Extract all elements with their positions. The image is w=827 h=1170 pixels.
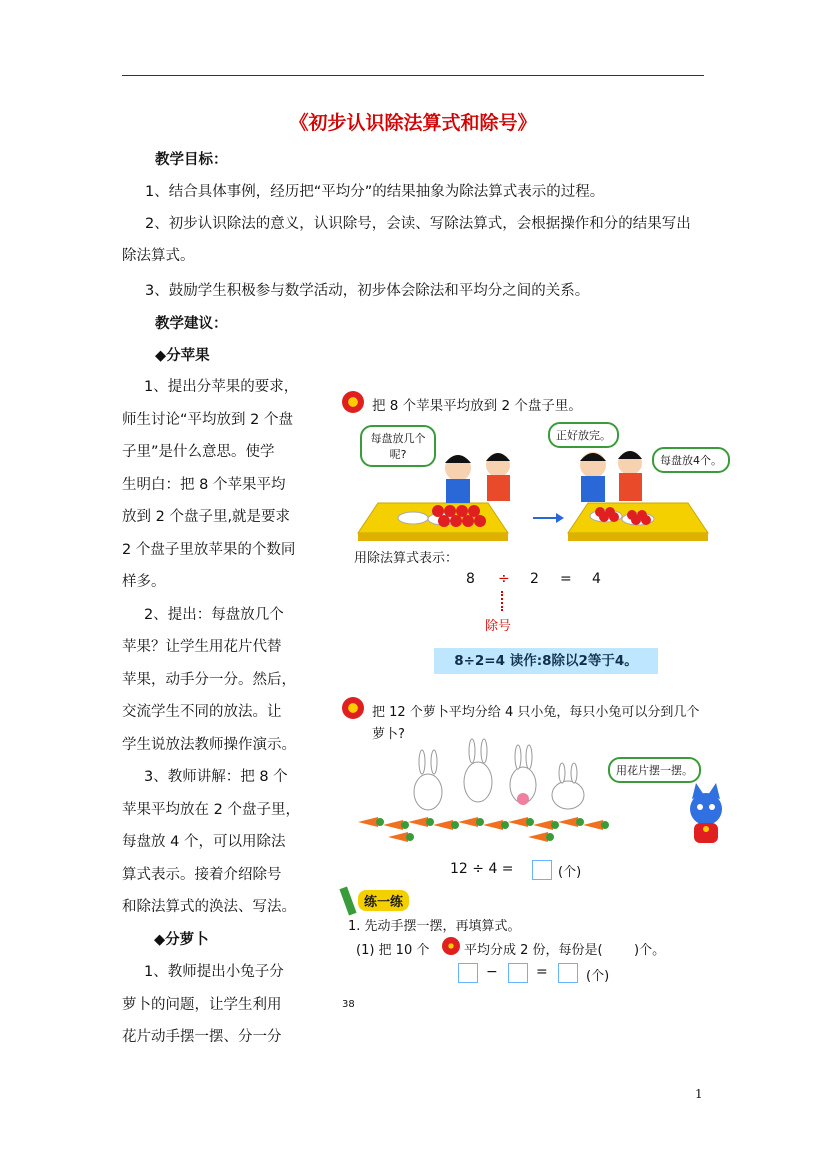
answer-box bbox=[508, 963, 528, 983]
ex-unit: (个) bbox=[586, 969, 610, 984]
text-line: 2 个盘子里放苹果的个数同 bbox=[122, 541, 296, 558]
text-line: 2、提出：每盘放几个 bbox=[144, 606, 284, 623]
text-line: 师生讨论“平均放到 2 个盘 bbox=[122, 411, 293, 428]
section-carrots-heading: ◆分萝卜 bbox=[154, 931, 209, 948]
goal-2: 2、初步认识除法的意义，认识除号，会读、写除法算式，会根据操作和分的结果写出 bbox=[145, 216, 691, 232]
ex-minus: − bbox=[486, 964, 498, 980]
page-title: 《初步认识除法算式和除号》 bbox=[289, 112, 537, 134]
textbook-illustration bbox=[338, 385, 748, 1025]
answer-box bbox=[532, 860, 552, 880]
pencil-icon bbox=[339, 886, 356, 915]
eq2-expression: 12 ÷ 4 = bbox=[450, 861, 514, 877]
divide-sign-label: 除号 bbox=[485, 619, 512, 634]
flower-icon bbox=[342, 697, 364, 719]
express-label: 用除法算式表示： bbox=[354, 551, 459, 566]
header-rule bbox=[122, 75, 704, 76]
goal-2-cont: 除法算式。 bbox=[122, 248, 195, 264]
flower-icon bbox=[342, 391, 364, 413]
practice-heading: 练一练 bbox=[358, 890, 409, 911]
exercise-1-1c: )个。 bbox=[634, 943, 666, 958]
text-line: 1、教师提出小兔子分 bbox=[144, 964, 284, 980]
exercise-1-1a: (1) 把 10 个 bbox=[356, 943, 430, 958]
goal-1: 1、结合具体事例，经历把“平均分”的结果抽象为除法算式表示的过程。 bbox=[145, 184, 605, 200]
book-page-number: 38 bbox=[342, 999, 355, 1010]
text-line: 苹果？让学生用花片代替 bbox=[122, 639, 282, 655]
flower-icon bbox=[442, 937, 460, 955]
text-line: 交流学生不同的放法。让 bbox=[122, 704, 282, 720]
answer-box bbox=[558, 963, 578, 983]
text-line: 苹果平均放在 2 个盘子里， bbox=[122, 801, 300, 818]
text-line: 萝卜的问题，让学生利用 bbox=[122, 996, 282, 1013]
eq-divide: ÷ bbox=[498, 571, 510, 587]
section-apples-heading: ◆分苹果 bbox=[155, 348, 210, 364]
rabbit-scene bbox=[338, 737, 748, 847]
text-line: 每盘放 4 个，可以用除法 bbox=[122, 834, 286, 850]
text-line: 苹果，动手分一分。然后， bbox=[122, 671, 296, 688]
text-line: 和除法算式的涣法、写法。 bbox=[122, 899, 296, 915]
eq-2: 2 bbox=[530, 571, 539, 587]
speech-bubble: 用花片摆一摆。 bbox=[608, 757, 701, 783]
text-line: 样多。 bbox=[122, 574, 166, 590]
text-line: 生明白：把 8 个苹果平均 bbox=[122, 476, 286, 493]
speech-bubble: 每盘放4个。 bbox=[652, 447, 730, 473]
text-line: 算式表示。接着介绍除号 bbox=[122, 866, 282, 883]
goal-3: 3、鼓励学生积极参与数学活动，初步体会除法和平均分之间的关系。 bbox=[145, 283, 590, 299]
advice-heading: 教学建议： bbox=[155, 316, 228, 332]
text-line: 1、提出分苹果的要求， bbox=[144, 379, 299, 395]
exercise-1-1b: 平均分成 2 份，每份是( bbox=[464, 943, 603, 958]
speech-bubble: 正好放完。 bbox=[548, 422, 619, 448]
text-line: 学生说放法教师操作演示。 bbox=[122, 736, 296, 753]
eq-equals: = bbox=[560, 571, 572, 587]
ex-equals: = bbox=[536, 964, 548, 980]
eq-4: 4 bbox=[592, 571, 601, 587]
eq2-unit: (个) bbox=[558, 865, 582, 880]
divide-pointer bbox=[501, 591, 503, 611]
text-line: 3、教师讲解：把 8 个 bbox=[144, 769, 288, 785]
read-band: 8÷2=4 读作:8除以2等于4。 bbox=[434, 648, 658, 674]
goals-heading: 教学目标： bbox=[155, 152, 228, 168]
text-line: 子里”是什么意思。使学 bbox=[122, 444, 275, 460]
exercise-1: 1. 先动手摆一摆，再填算式。 bbox=[348, 919, 521, 934]
eq-8: 8 bbox=[466, 571, 475, 587]
page-number: 1 bbox=[695, 1087, 703, 1101]
task1-text: 把 8 个苹果平均放到 2 个盘子里。 bbox=[372, 398, 582, 414]
text-line: 花片动手摆一摆、分一分 bbox=[122, 1029, 282, 1045]
task2-text: 把 12 个萝卜平均分给 4 只小兔，每只小兔可以分到几个 bbox=[372, 705, 700, 720]
answer-box bbox=[458, 963, 478, 983]
apples-text bbox=[122, 371, 306, 1054]
speech-bubble: 每盘放几个呢? bbox=[360, 425, 436, 467]
task2-text-cont: 萝卜? bbox=[372, 727, 405, 742]
text-line: 放到 2 个盘子里,就是要求 bbox=[122, 509, 291, 525]
